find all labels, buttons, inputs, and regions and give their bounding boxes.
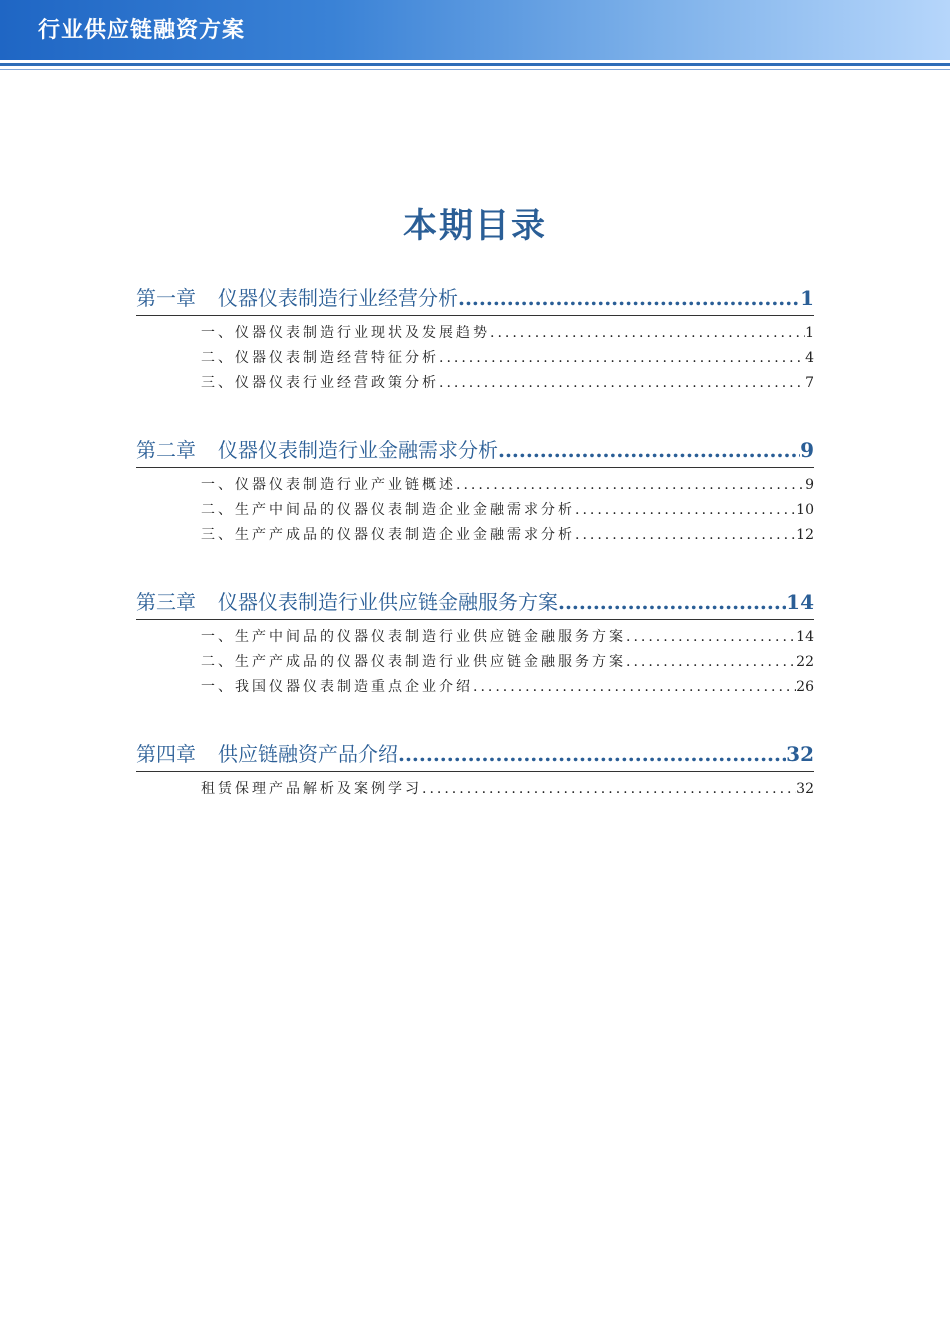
dot-leader xyxy=(575,502,796,518)
toc-section[interactable] xyxy=(136,626,814,651)
toc-section[interactable] xyxy=(136,676,814,701)
header-rule xyxy=(0,63,950,66)
chapter-heading[interactable] xyxy=(136,738,814,772)
toc-section[interactable] xyxy=(136,651,814,676)
dot-leader xyxy=(558,590,786,614)
chapter-title: 供应链融资产品介绍 xyxy=(218,742,398,766)
header-rule-thin xyxy=(0,69,950,70)
toc-chapter-1 xyxy=(136,282,814,397)
dot-leader xyxy=(398,742,786,766)
section-title: 三、生产产成品的仪器仪表制造企业金融需求分析 xyxy=(201,527,575,543)
toc-chapter-2 xyxy=(136,434,814,549)
section-title: 二、仪器仪表制造经营特征分析 xyxy=(201,350,439,366)
toc-section[interactable] xyxy=(136,322,814,347)
dot-leader xyxy=(422,781,796,797)
chapter-number: 第二章 xyxy=(136,438,196,462)
dot-leader xyxy=(439,350,805,366)
toc-section[interactable] xyxy=(136,524,814,549)
section-title: 租赁保理产品解析及案例学习 xyxy=(201,781,422,797)
dot-leader xyxy=(575,527,796,543)
toc-section[interactable] xyxy=(136,499,814,524)
section-page: 26 xyxy=(796,679,814,695)
chapter-number: 第一章 xyxy=(136,286,196,310)
toc-section[interactable] xyxy=(136,474,814,499)
dot-leader xyxy=(473,679,796,695)
toc-chapter-4 xyxy=(136,738,814,803)
section-title: 三、仪器仪表行业经营政策分析 xyxy=(201,375,439,391)
page-title: 本期目录 xyxy=(403,206,547,246)
section-title: 一、生产中间品的仪器仪表制造行业供应链金融服务方案 xyxy=(201,629,626,645)
section-page: 1 xyxy=(805,325,814,341)
section-page: 12 xyxy=(796,527,814,543)
section-page: 22 xyxy=(796,654,814,670)
dot-leader xyxy=(458,286,800,310)
section-title: 二、生产产成品的仪器仪表制造行业供应链金融服务方案 xyxy=(201,654,626,670)
chapter-page: 9 xyxy=(800,438,814,462)
chapter-number: 第三章 xyxy=(136,590,196,614)
dot-leader xyxy=(626,654,796,670)
section-title: 二、生产中间品的仪器仪表制造企业金融需求分析 xyxy=(201,502,575,518)
dot-leader xyxy=(498,438,800,462)
header-title: 行业供应链融资方案 xyxy=(38,18,246,43)
dot-leader xyxy=(626,629,796,645)
chapter-heading[interactable] xyxy=(136,282,814,316)
dot-leader xyxy=(439,375,805,391)
toc-chapter-3 xyxy=(136,586,814,701)
toc-section[interactable] xyxy=(136,372,814,397)
chapter-page: 14 xyxy=(786,590,814,614)
header-band xyxy=(0,0,950,60)
section-page: 9 xyxy=(805,477,814,493)
section-title: 一、仪器仪表制造行业产业链概述 xyxy=(201,477,456,493)
section-page: 32 xyxy=(796,781,814,797)
section-page: 14 xyxy=(796,629,814,645)
section-title: 一、仪器仪表制造行业现状及发展趋势 xyxy=(201,325,490,341)
table-of-contents xyxy=(136,282,814,840)
section-title: 一、我国仪器仪表制造重点企业介绍 xyxy=(201,679,473,695)
chapter-number: 第四章 xyxy=(136,742,196,766)
chapter-page: 32 xyxy=(786,742,814,766)
chapter-title: 仪器仪表制造行业金融需求分析 xyxy=(218,438,498,462)
chapter-title: 仪器仪表制造行业经营分析 xyxy=(218,286,458,310)
section-page: 4 xyxy=(805,350,814,366)
dot-leader xyxy=(490,325,805,341)
chapter-heading[interactable] xyxy=(136,586,814,620)
dot-leader xyxy=(456,477,805,493)
section-page: 10 xyxy=(796,502,814,518)
toc-section[interactable] xyxy=(136,347,814,372)
chapter-heading[interactable] xyxy=(136,434,814,468)
section-page: 7 xyxy=(805,375,814,391)
chapter-page: 1 xyxy=(800,286,814,310)
chapter-title: 仪器仪表制造行业供应链金融服务方案 xyxy=(218,590,558,614)
toc-section[interactable] xyxy=(136,778,814,803)
